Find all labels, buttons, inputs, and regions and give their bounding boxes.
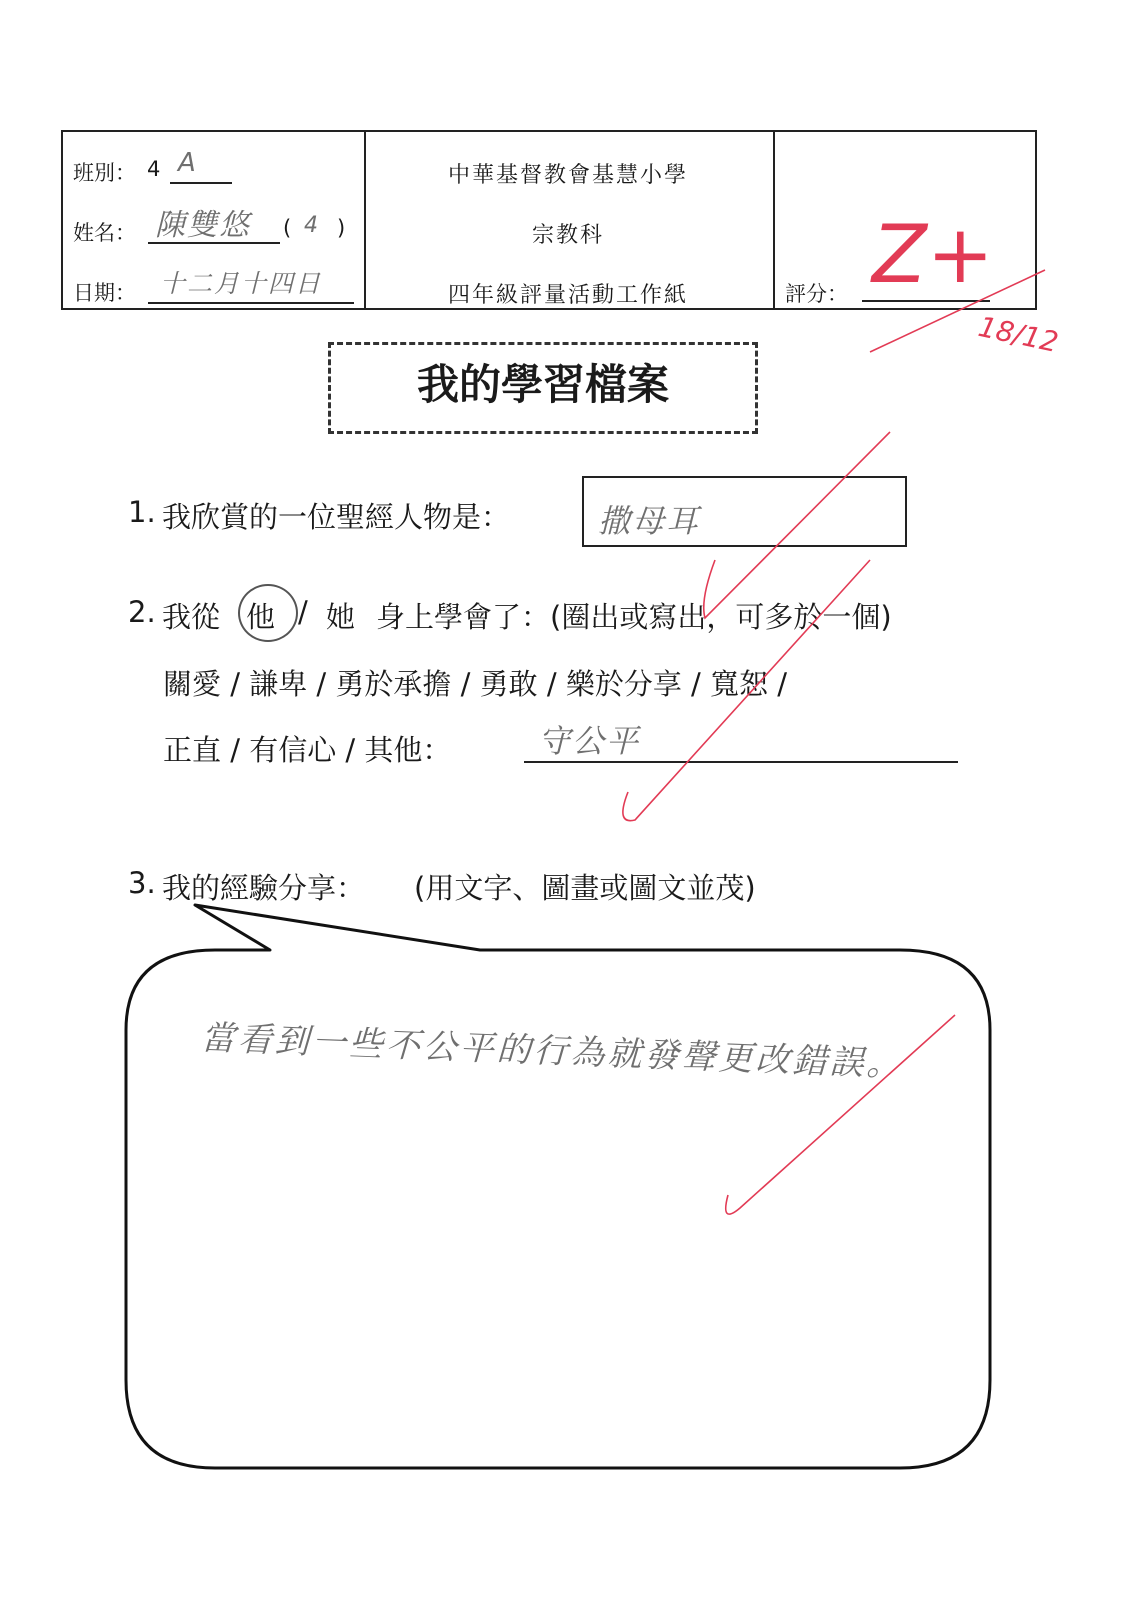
q1-number: 1. [128, 495, 156, 529]
q2-other-answer: 守公平 [538, 722, 641, 760]
paren-close: ) [337, 216, 346, 240]
name-label: 姓名： [73, 221, 136, 245]
score-strike [870, 270, 1045, 352]
q3-answer: 當看到一些不公平的行為就發聲更改錯誤。 [200, 1017, 905, 1085]
score-value: Z+ [872, 208, 994, 301]
q1-text: 我欣賞的一位聖經人物是： [162, 500, 511, 534]
tick-mark-q1 [704, 432, 890, 618]
paren-open: ( [283, 216, 292, 240]
date-value: 十二月十四日 [160, 269, 323, 298]
page-title: 我的學習檔案 [416, 360, 669, 409]
q2-virtues-row1: 關愛 / 謙卑 / 勇於承擔 / 勇敢 / 樂於分享 / 寬恕 / [163, 667, 788, 701]
q3-hint: (用文字、圖畫或圖文並茂) [414, 871, 756, 905]
q3-text: 我的經驗分享： [162, 871, 366, 905]
q2-slash: / [298, 595, 308, 629]
subject-name: 宗教科 [531, 223, 604, 248]
score-label: 評分： [785, 282, 848, 306]
class-grade: 4 [147, 157, 161, 181]
q3-number: 3. [128, 866, 156, 900]
worksheet-name: 四年級評量活動工作紙 [447, 283, 688, 308]
q1-answer: 撒母耳 [598, 502, 701, 540]
q2-option-she: 她 [326, 600, 356, 634]
name-number: 4 [304, 213, 320, 238]
score-date: 18/12 [975, 309, 1062, 360]
name-value: 陳雙悠 [155, 208, 251, 243]
q2-suffix: 身上學會了：(圈出或寫出，可多於一個) [376, 600, 892, 634]
q2-option-he: 他 [246, 600, 276, 634]
tick-mark-q2 [623, 560, 870, 821]
speech-bubble [126, 905, 990, 1468]
q2-prefix: 我從 [162, 600, 221, 634]
date-label: 日期： [73, 281, 136, 305]
school-name: 中華基督教會基慧小學 [447, 163, 688, 188]
q2-virtues-row2: 正直 / 有信心 / 其他： [163, 733, 452, 767]
class-label: 班別： [73, 161, 136, 185]
q2-number: 2. [128, 595, 156, 629]
class-value: A [178, 148, 198, 178]
